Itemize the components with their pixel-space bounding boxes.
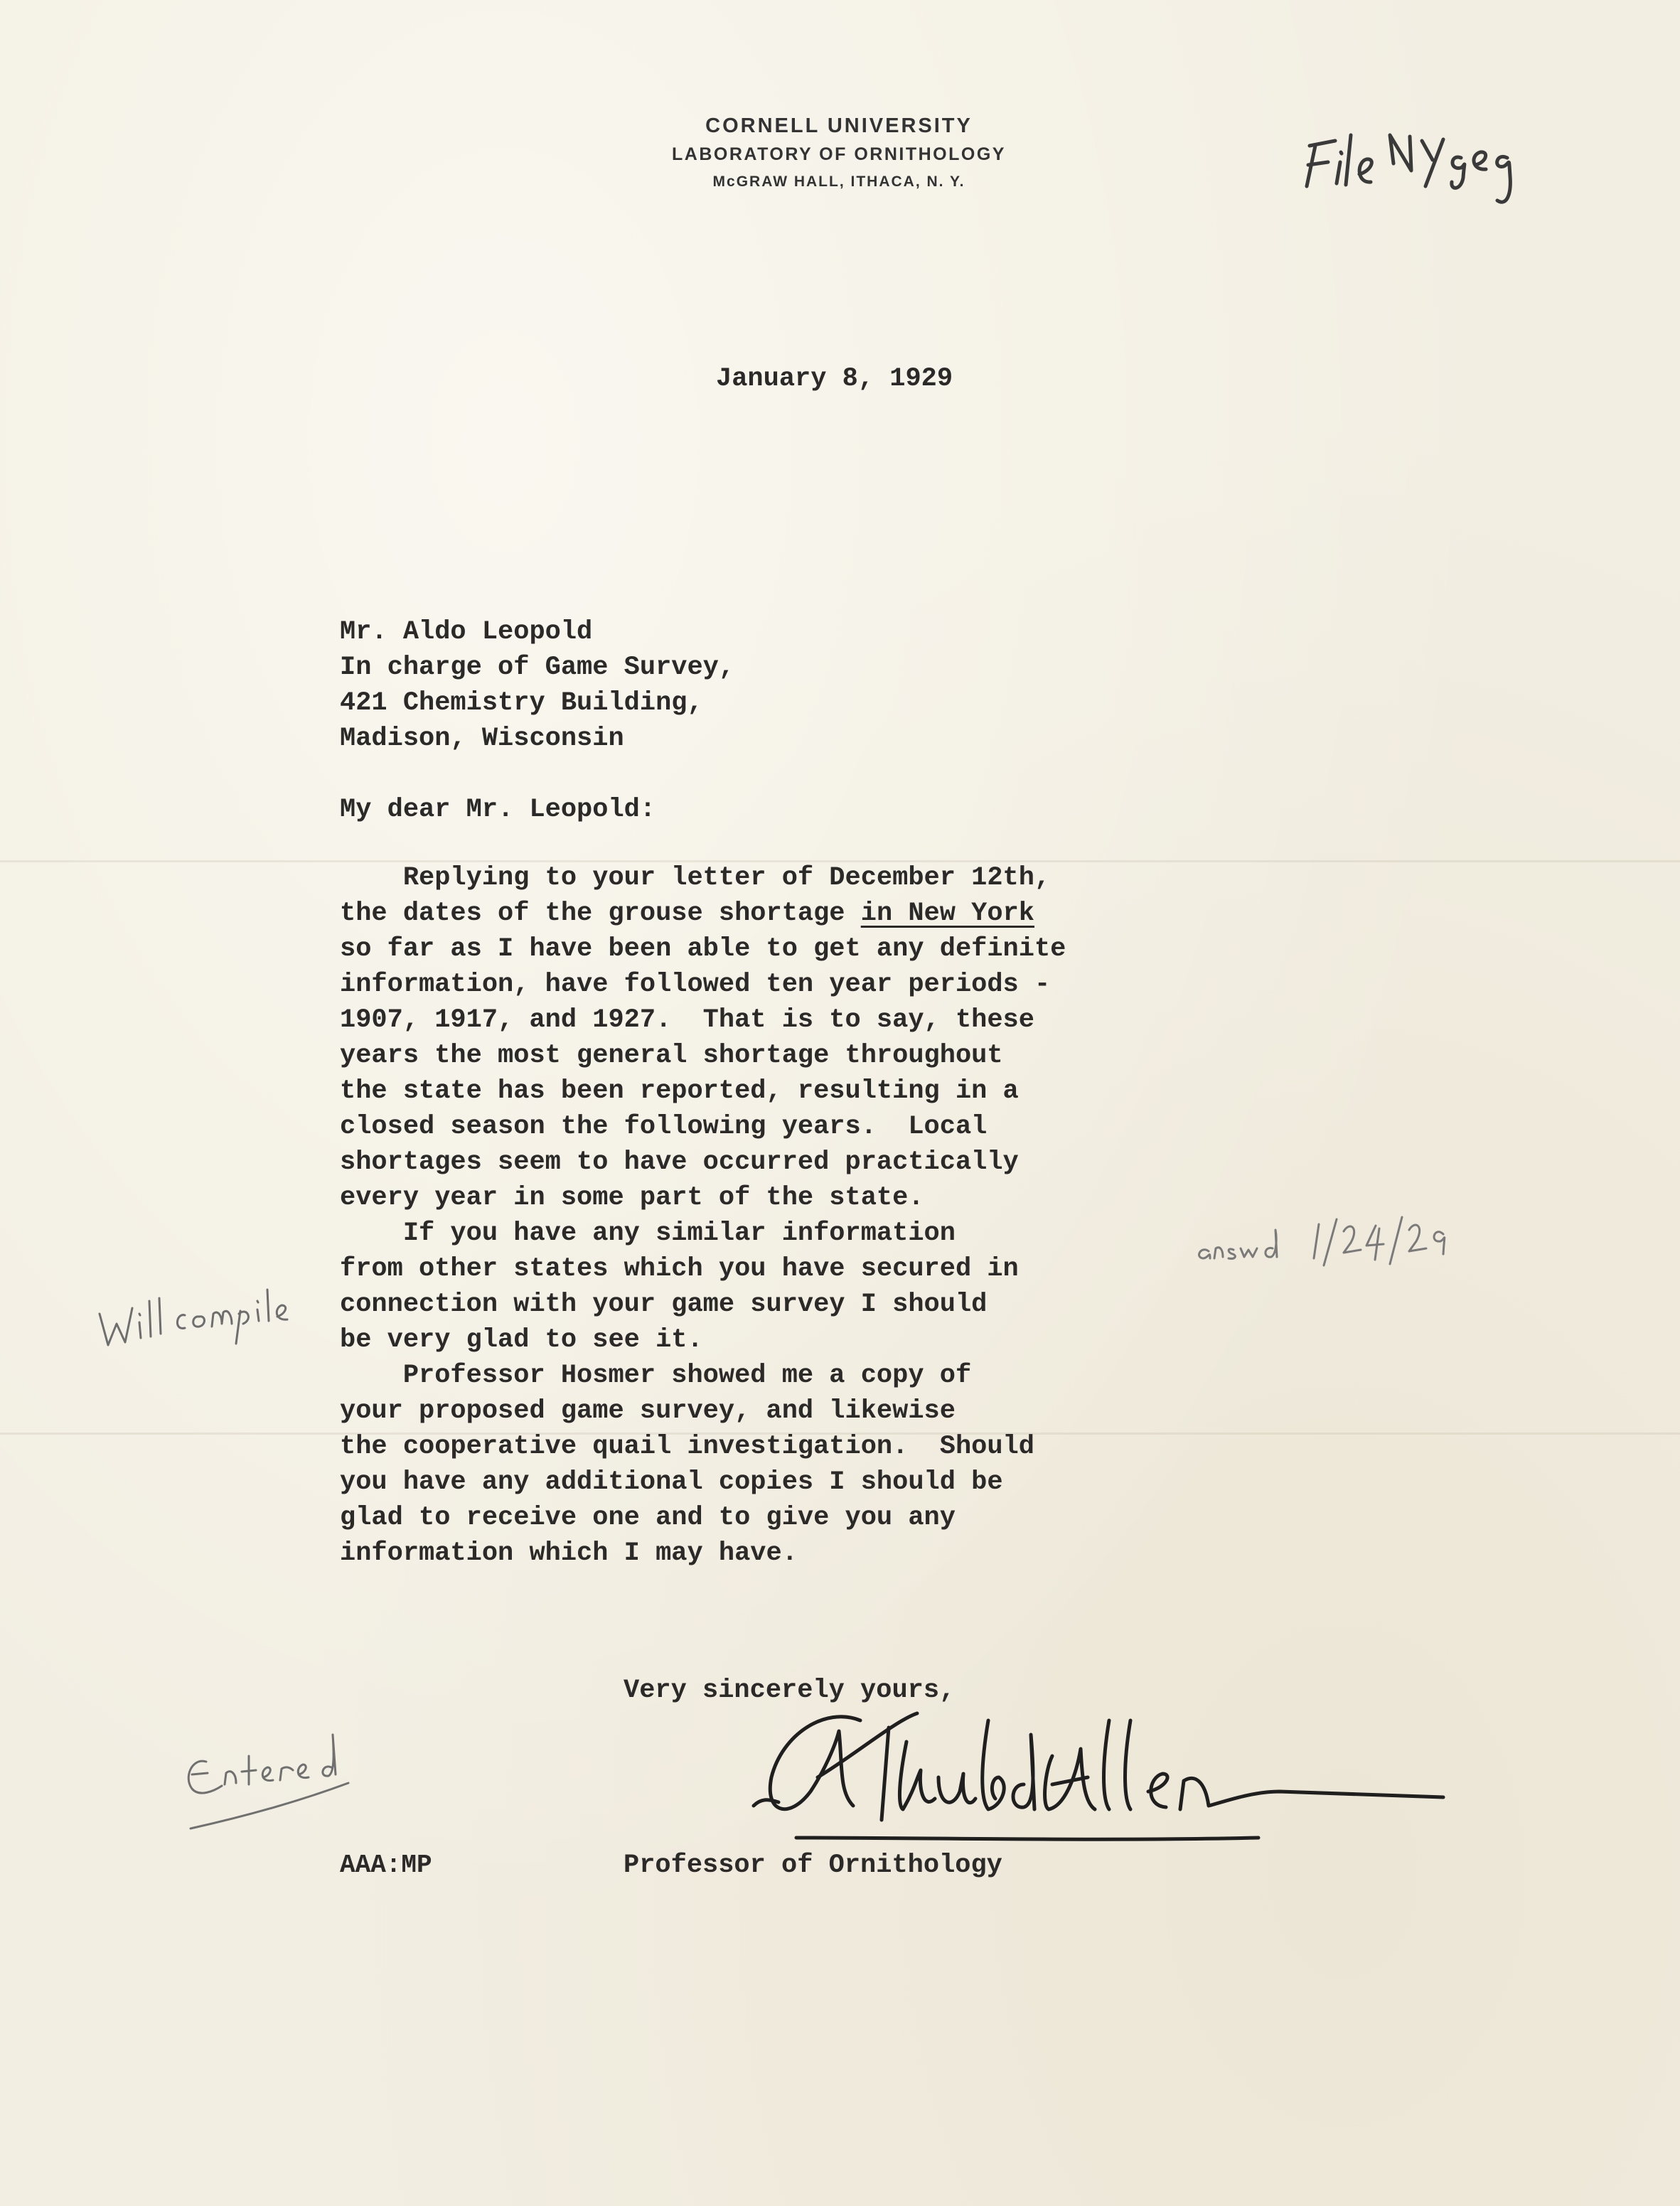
body-line: glad to receive one and to give you any xyxy=(340,1503,956,1533)
body-line: from other states which you have secured in xyxy=(340,1254,1019,1284)
letterhead-department: LABORATORY OF ORNITHOLOGY xyxy=(672,144,1006,164)
body-line: so far as I have been able to get any definite xyxy=(340,934,1066,964)
signature xyxy=(754,1713,1443,1839)
typist-initials: AAA:MP xyxy=(340,1851,432,1880)
recipient-line: Madison, Wisconsin xyxy=(340,724,624,754)
handwritten-entered-note xyxy=(188,1735,348,1828)
handwritten-will-compile-note xyxy=(100,1290,287,1345)
body-line: information, have followed ten year periods - xyxy=(340,970,1051,1000)
underlined-text: in New York xyxy=(860,899,1034,928)
body-line: 1907, 1917, and 1927. That is to say, these xyxy=(340,1005,1034,1035)
closing: Very sincerely yours, xyxy=(624,1676,956,1706)
salutation: My dear Mr. Leopold: xyxy=(340,795,656,825)
body-line: closed season the following years. Local xyxy=(340,1112,988,1142)
signer-title: Professor of Ornithology xyxy=(624,1851,1002,1880)
recipient-line: In charge of Game Survey, xyxy=(340,653,735,682)
letter-date: January 8, 1929 xyxy=(716,364,953,394)
recipient-line: Mr. Aldo Leopold xyxy=(340,617,593,647)
body-line: Professor Hosmer showed me a copy of xyxy=(340,1361,972,1391)
body-line: your proposed game survey, and likewise xyxy=(340,1396,956,1426)
body-line: the state has been reported, resulting in a xyxy=(340,1076,1019,1106)
letterhead-address: McGRAW HALL, ITHACA, N. Y. xyxy=(712,173,965,190)
body-line: connection with your game survey I should xyxy=(340,1290,988,1319)
body-line: Replying to your letter of December 12th, xyxy=(340,863,1051,893)
body-line: you have any additional copies I should be xyxy=(340,1467,1003,1497)
body-line: information which I may have. xyxy=(340,1538,798,1568)
body-line: be very glad to see it. xyxy=(340,1325,703,1355)
body-text: the dates of the grouse shortage xyxy=(340,899,861,928)
body-line: If you have any similar information xyxy=(340,1219,956,1248)
body-line: shortages seem to have occurred practically xyxy=(340,1147,1019,1177)
recipient-line: 421 Chemistry Building, xyxy=(340,688,703,718)
body-line: the cooperative quail investigation. Should xyxy=(340,1432,1034,1462)
handwritten-file-note xyxy=(1307,135,1510,202)
body-line: every year in some part of the state. xyxy=(340,1183,924,1213)
handwritten-answered-note xyxy=(1199,1217,1445,1265)
body-line: years the most general shortage throughout xyxy=(340,1041,1003,1071)
letterhead-institution: CORNELL UNIVERSITY xyxy=(705,114,973,137)
